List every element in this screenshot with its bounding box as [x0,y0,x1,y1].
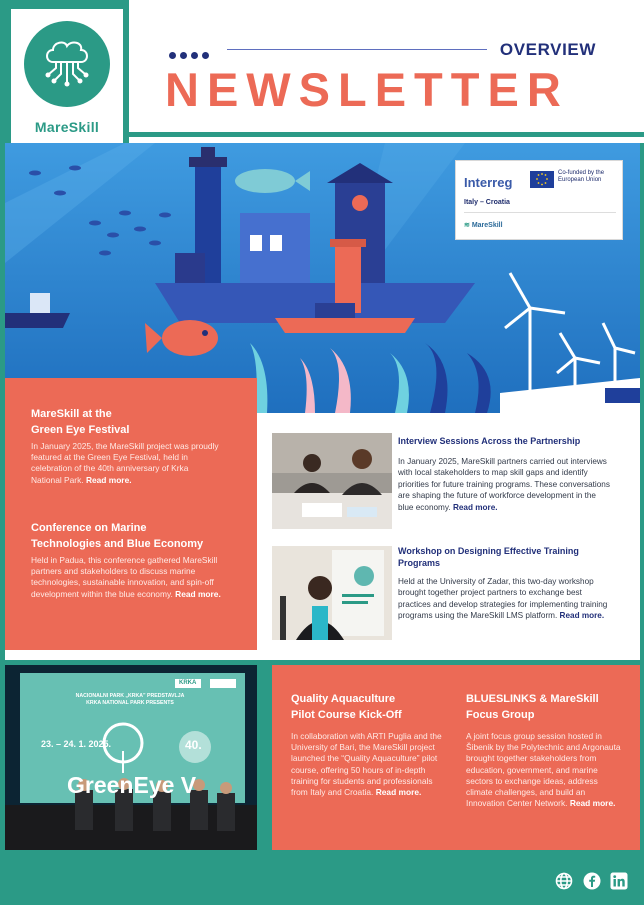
project-logo-label: MareSkill [471,222,503,229]
partner-divider [464,212,616,213]
article-body: In January 2025, the MareSkill project was proudly featured at the Green Eye Festival, held in celebration of the 40th anniversary of Krka National Park. Read more. [31,441,219,485]
article-aquaculture-course [291,691,451,798]
read-more-link[interactable]: Read more. [452,502,498,512]
article-title: BLUESLINKS & MareSkill Focus Group [466,693,599,721]
interreg-logo: Interreg [464,175,513,190]
eu-flag-icon [530,171,554,188]
article-title: Interview Sessions Across the Partnership [398,436,581,446]
wave-icon: ≋ [464,222,472,229]
article-title: Quality Aquaculture Pilot Course Kick-Off [291,693,402,721]
green-eye-photo [5,665,257,850]
brand-name: MareSkill [34,119,100,135]
article-marine-conference [31,520,221,600]
section-label: OVERVIEW [499,40,596,59]
article-body: Held in Padua, this conference gathered MareSkill partners and stakeholders to discuss marine technologies, sustainable innovation, and spin-off development within the blue economy. Read more. [31,555,221,599]
left-articles-panel [5,378,257,650]
page-title: NEWSLETTER [165,63,569,116]
workshop-photo [272,546,392,640]
mareskill-logo [24,21,110,107]
article-body: A joint focus group session hosted in Šibenik by the Polytechnic and Argonauta brought together stakeholders from education, government, and marine sectors to exchange ideas, address climate challenges, and build an Innovation Center Network. Read more. [466,731,621,809]
read-more-link[interactable]: Read more. [569,798,616,809]
brain-circuit-icon [37,34,97,94]
sponsor-logo: KRKA [179,680,197,686]
article-title: MareSkill at the Green Eye Festival [31,408,130,436]
read-more-link[interactable]: Read more. [175,588,221,599]
article-blueslinks-focus-group [466,691,626,809]
partner-logos-box [455,160,623,240]
read-more-link[interactable]: Read more. [375,787,422,798]
article-training-workshop [398,545,610,622]
social-links [550,872,628,895]
header-rule [227,49,487,50]
festival-dates: 23. – 24. 1. 2025. [41,739,112,749]
eu-funding-label: Co-funded by the European Union [558,170,605,183]
article-body: In collaboration with ARTI Puglia and the University of Bari, the MareSkill project launched the “Quality Aquaculture” pilot course, offering 50 hours of in-depth training for students and professionals from Italy and Croatia. Read more. [291,731,442,798]
globe-icon[interactable] [555,872,573,895]
anniversary-badge: 40. [185,738,202,752]
article-title: Workshop on Designing Effective Training Programs [398,546,579,568]
bottom-articles-panel [272,665,640,850]
read-more-link[interactable]: Read more. [85,474,132,485]
article-body: Held at the University of Zadar, this two-day workshop brought together project partners to exchange best practices and develop strategies for implementing training programs using the MareSkill LMS platform. Read more. [398,577,608,621]
linkedin-icon[interactable] [610,872,628,895]
footer [5,862,640,900]
festival-title: GreenEye V [67,772,197,798]
read-more-link[interactable]: Read more. [559,611,605,621]
program-region: Italy – Croatia [464,199,510,206]
header-band [129,0,644,132]
banner-subtitle-hr: NACIONALNI PARK „KRKA” PREDSTAVLJA [75,693,185,699]
article-interview-sessions [398,435,610,513]
article-body: In January 2025, MareSkill partners carried out interviews with local stakeholders to map skill gaps and identify priorities for future training programs. These conversations are shaping the future of workforce development in the blue economy. Read more. [398,457,610,512]
article-title: Conference on Marine Technologies and Blue Economy [31,522,204,550]
article-green-eye [31,406,221,486]
interview-photo [272,433,392,529]
banner-subtitle-en: KRKA NATIONAL PARK PRESENTS [86,700,174,706]
project-logo-small [464,221,503,229]
facebook-icon[interactable] [583,872,601,895]
